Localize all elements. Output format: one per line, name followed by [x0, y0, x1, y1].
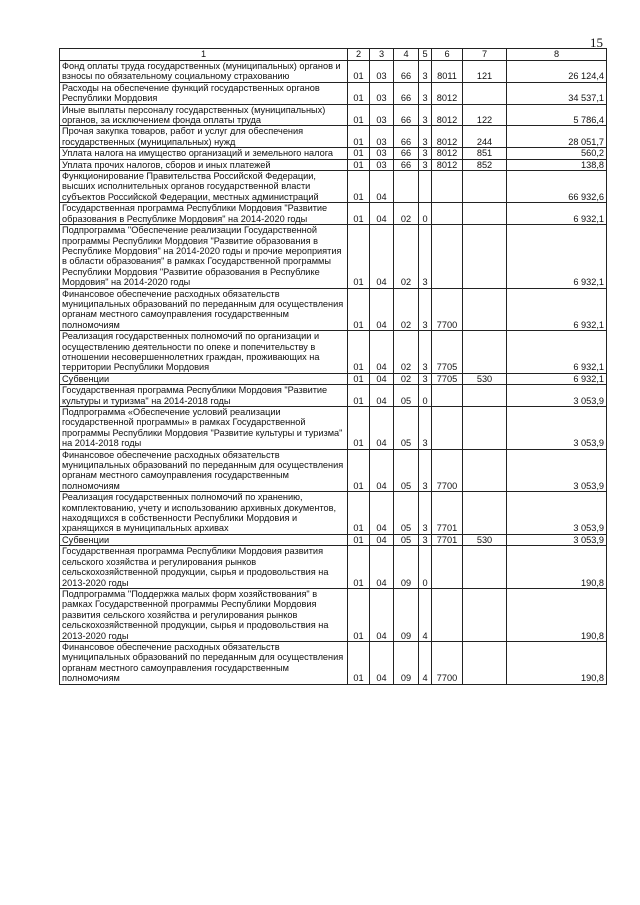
row-name-cell: Прочая закупка товаров, работ и услуг для обеспечения государственных (муниципальных) нужд — [60, 126, 348, 148]
header-cell: 3 — [370, 49, 394, 61]
code-cell: 01 — [348, 449, 370, 492]
code-cell: 0 — [419, 385, 432, 407]
code-cell: 7700 — [432, 288, 463, 331]
code-cell: 8012 — [432, 104, 463, 126]
code-cell: 04 — [370, 331, 394, 374]
code-cell — [463, 288, 507, 331]
code-cell — [432, 546, 463, 589]
code-cell: 04 — [370, 373, 394, 384]
code-cell: 02 — [394, 203, 419, 225]
code-cell — [463, 546, 507, 589]
code-cell — [432, 203, 463, 225]
code-cell: 3 — [419, 407, 432, 450]
table-row — [60, 449, 607, 492]
table-row — [60, 492, 607, 535]
code-cell — [432, 171, 463, 203]
amount-cell: 3 053,9 — [507, 534, 607, 545]
row-name-cell: Субвенции — [60, 534, 348, 545]
amount-cell: 3 053,9 — [507, 407, 607, 450]
amount-cell: 6 932,1 — [507, 331, 607, 374]
code-cell: 09 — [394, 546, 419, 589]
code-cell: 04 — [370, 288, 394, 331]
amount-cell: 66 932,6 — [507, 171, 607, 203]
header-cell: 8 — [507, 49, 607, 61]
code-cell: 01 — [348, 203, 370, 225]
code-cell: 3 — [419, 492, 432, 535]
header-row — [60, 49, 607, 61]
code-cell: 05 — [394, 534, 419, 545]
code-cell: 02 — [394, 225, 419, 288]
table-row — [60, 385, 607, 407]
header-cell: 1 — [60, 49, 348, 61]
amount-cell: 6 932,1 — [507, 373, 607, 384]
code-cell: 01 — [348, 546, 370, 589]
code-cell: 04 — [370, 534, 394, 545]
code-cell: 851 — [463, 148, 507, 159]
code-cell: 01 — [348, 331, 370, 374]
code-cell: 01 — [348, 407, 370, 450]
table-row — [60, 534, 607, 545]
code-cell — [463, 385, 507, 407]
table-row — [60, 82, 607, 104]
row-name-cell: Реализация государственных полномочий по хранению, комплектованию, учету и использованию архивных документов, находящихся в собственности Республики Мордовия и хранящихся в муниципальных архивах — [60, 492, 348, 535]
row-name-cell: Государственная программа Республики Мордовия "Развитие образования в Республике Мордовия" на 2014-2020 годы — [60, 203, 348, 225]
code-cell — [463, 449, 507, 492]
code-cell: 01 — [348, 492, 370, 535]
header-cell: 6 — [432, 49, 463, 61]
code-cell: 8012 — [432, 126, 463, 148]
code-cell: 7700 — [432, 449, 463, 492]
code-cell: 3 — [419, 82, 432, 104]
code-cell: 01 — [348, 385, 370, 407]
code-cell: 0 — [419, 203, 432, 225]
row-name-cell: Подпрограмма "Обеспечение реализации Государственной программы Республики Мордовия "Развитие образования в Республике Мордовия" на 2014-2020 годы и прочие мероприятия в области образования" в рамках Государственной программы Республики Мордовия "Развитие образования в Республике Мордовия" на 2014-2020 годы — [60, 225, 348, 288]
code-cell: 3 — [419, 61, 432, 83]
code-cell: 3 — [419, 449, 432, 492]
code-cell: 09 — [394, 641, 419, 684]
code-cell: 3 — [419, 288, 432, 331]
code-cell: 04 — [370, 641, 394, 684]
code-cell — [463, 492, 507, 535]
code-cell: 852 — [463, 159, 507, 170]
row-name-cell: Финансовое обеспечение расходных обязательств муниципальных образований по переданным для осуществления органам местного самоуправления государственным полномочиям — [60, 641, 348, 684]
code-cell: 3 — [419, 148, 432, 159]
amount-cell: 190,8 — [507, 641, 607, 684]
code-cell: 02 — [394, 331, 419, 374]
row-name-cell: Уплата прочих налогов, сборов и иных платежей — [60, 159, 348, 170]
code-cell: 7701 — [432, 534, 463, 545]
code-cell: 01 — [348, 534, 370, 545]
table-row — [60, 641, 607, 684]
code-cell: 530 — [463, 373, 507, 384]
code-cell: 66 — [394, 104, 419, 126]
row-name-cell: Субвенции — [60, 373, 348, 384]
code-cell — [463, 82, 507, 104]
amount-cell: 26 124,4 — [507, 61, 607, 83]
header-cell: 4 — [394, 49, 419, 61]
table-row — [60, 331, 607, 374]
code-cell: 03 — [370, 61, 394, 83]
code-cell — [432, 385, 463, 407]
amount-cell: 3 053,9 — [507, 449, 607, 492]
code-cell — [463, 203, 507, 225]
row-name-cell: Иные выплаты персоналу государственных (муниципальных) органов, за исключением фонда оплаты труда — [60, 104, 348, 126]
code-cell: 05 — [394, 492, 419, 535]
code-cell: 01 — [348, 588, 370, 641]
table-row — [60, 288, 607, 331]
row-name-cell: Финансовое обеспечение расходных обязательств муниципальных образований по переданным для осуществления органам местного самоуправления государственным полномочиям — [60, 449, 348, 492]
table-body — [60, 61, 607, 685]
budget-table — [59, 48, 607, 685]
row-name-cell: Государственная программа Республики Мордовия "Развитие культуры и туризма" на 2014-2018 годы — [60, 385, 348, 407]
row-name-cell: Уплата налога на имущество организаций и земельного налога — [60, 148, 348, 159]
table-row — [60, 588, 607, 641]
code-cell: 01 — [348, 288, 370, 331]
code-cell — [463, 588, 507, 641]
row-name-cell: Подпрограмма "Поддержка малых форм хозяйствования" в рамках Государственной программы Республики Мордовия развития сельского хозяйства и регулирования рынков сельскохозяйственной продукции, сырья и продовольствия на 2013-2020 годы — [60, 588, 348, 641]
table-row — [60, 104, 607, 126]
code-cell: 01 — [348, 82, 370, 104]
code-cell: 8012 — [432, 82, 463, 104]
table-row — [60, 203, 607, 225]
code-cell: 09 — [394, 588, 419, 641]
amount-cell: 28 051,7 — [507, 126, 607, 148]
code-cell: 04 — [370, 449, 394, 492]
code-cell: 01 — [348, 159, 370, 170]
code-cell: 7705 — [432, 331, 463, 374]
code-cell — [463, 331, 507, 374]
code-cell: 7705 — [432, 373, 463, 384]
code-cell: 05 — [394, 407, 419, 450]
amount-cell: 138,8 — [507, 159, 607, 170]
amount-cell: 34 537,1 — [507, 82, 607, 104]
row-name-cell: Реализация государственных полномочий по организации и осуществлению деятельности по опеке и попечительству в отношении несовершеннолетних граждан, проживающих на территории Республики Мордовия — [60, 331, 348, 374]
code-cell: 01 — [348, 373, 370, 384]
code-cell: 04 — [370, 492, 394, 535]
code-cell: 04 — [370, 546, 394, 589]
code-cell: 02 — [394, 373, 419, 384]
amount-cell: 3 053,9 — [507, 385, 607, 407]
table-row — [60, 61, 607, 83]
code-cell: 3 — [419, 104, 432, 126]
code-cell: 8011 — [432, 61, 463, 83]
code-cell — [463, 225, 507, 288]
code-cell: 04 — [370, 407, 394, 450]
code-cell: 05 — [394, 385, 419, 407]
code-cell: 7701 — [432, 492, 463, 535]
code-cell — [394, 171, 419, 203]
code-cell: 03 — [370, 159, 394, 170]
code-cell: 66 — [394, 159, 419, 170]
code-cell: 03 — [370, 82, 394, 104]
table-row — [60, 407, 607, 450]
code-cell: 05 — [394, 449, 419, 492]
code-cell — [432, 407, 463, 450]
code-cell: 04 — [370, 588, 394, 641]
code-cell: 66 — [394, 82, 419, 104]
code-cell: 4 — [419, 588, 432, 641]
amount-cell: 5 786,4 — [507, 104, 607, 126]
code-cell: 121 — [463, 61, 507, 83]
code-cell: 04 — [370, 171, 394, 203]
row-name-cell: Фонд оплаты труда государственных (муниципальных) органов и взносы по обязательному социальному страхованию — [60, 61, 348, 83]
amount-cell: 3 053,9 — [507, 492, 607, 535]
code-cell: 01 — [348, 171, 370, 203]
amount-cell: 560,2 — [507, 148, 607, 159]
code-cell: 04 — [370, 225, 394, 288]
code-cell — [432, 225, 463, 288]
table-row — [60, 126, 607, 148]
code-cell: 01 — [348, 225, 370, 288]
code-cell: 66 — [394, 148, 419, 159]
code-cell — [463, 641, 507, 684]
row-name-cell: Расходы на обеспечение функций государственных органов Республики Мордовия — [60, 82, 348, 104]
code-cell: 122 — [463, 104, 507, 126]
code-cell: 3 — [419, 225, 432, 288]
amount-cell: 6 932,1 — [507, 288, 607, 331]
amount-cell: 6 932,1 — [507, 203, 607, 225]
code-cell — [463, 171, 507, 203]
code-cell — [463, 407, 507, 450]
header-cell: 7 — [463, 49, 507, 61]
code-cell: 4 — [419, 641, 432, 684]
header-cell: 2 — [348, 49, 370, 61]
table-row — [60, 159, 607, 170]
code-cell: 8012 — [432, 159, 463, 170]
row-name-cell: Функционирование Правительства Российской Федерации, высших исполнительных органов государственной власти субъектов Российской Федерации, местных администраций — [60, 171, 348, 203]
table-row — [60, 225, 607, 288]
row-name-cell: Государственная программа Республики Мордовия развития сельского хозяйства и регулирования рынков сельскохозяйственной продукции, сырья и продовольствия на 2013-2020 годы — [60, 546, 348, 589]
table-row — [60, 546, 607, 589]
code-cell: 66 — [394, 126, 419, 148]
code-cell: 3 — [419, 373, 432, 384]
row-name-cell: Финансовое обеспечение расходных обязательств муниципальных образований по переданным для осуществления органам местного самоуправления государственным полномочиям — [60, 288, 348, 331]
code-cell: 01 — [348, 104, 370, 126]
code-cell: 244 — [463, 126, 507, 148]
code-cell: 3 — [419, 159, 432, 170]
code-cell: 01 — [348, 61, 370, 83]
page-number: 15 — [590, 35, 603, 50]
row-name-cell: Подпрограмма «Обеспечение условий реализации государственной программы» в рамках Государственной программы Республики Мордовия "Развитие культуры и туризма" на 2014-2018 годы — [60, 407, 348, 450]
code-cell: 04 — [370, 203, 394, 225]
code-cell: 01 — [348, 148, 370, 159]
code-cell — [419, 171, 432, 203]
amount-cell: 6 932,1 — [507, 225, 607, 288]
code-cell: 02 — [394, 288, 419, 331]
code-cell: 3 — [419, 126, 432, 148]
code-cell: 01 — [348, 641, 370, 684]
code-cell: 0 — [419, 546, 432, 589]
code-cell — [432, 588, 463, 641]
code-cell: 03 — [370, 148, 394, 159]
amount-cell: 190,8 — [507, 546, 607, 589]
code-cell: 66 — [394, 61, 419, 83]
code-cell: 01 — [348, 126, 370, 148]
code-cell: 3 — [419, 534, 432, 545]
code-cell: 7700 — [432, 641, 463, 684]
code-cell: 3 — [419, 331, 432, 374]
table-row — [60, 171, 607, 203]
table-row — [60, 373, 607, 384]
table-row — [60, 148, 607, 159]
code-cell: 03 — [370, 104, 394, 126]
code-cell: 03 — [370, 126, 394, 148]
code-cell: 530 — [463, 534, 507, 545]
amount-cell: 190,8 — [507, 588, 607, 641]
header-cell: 5 — [419, 49, 432, 61]
code-cell: 04 — [370, 385, 394, 407]
code-cell: 8012 — [432, 148, 463, 159]
